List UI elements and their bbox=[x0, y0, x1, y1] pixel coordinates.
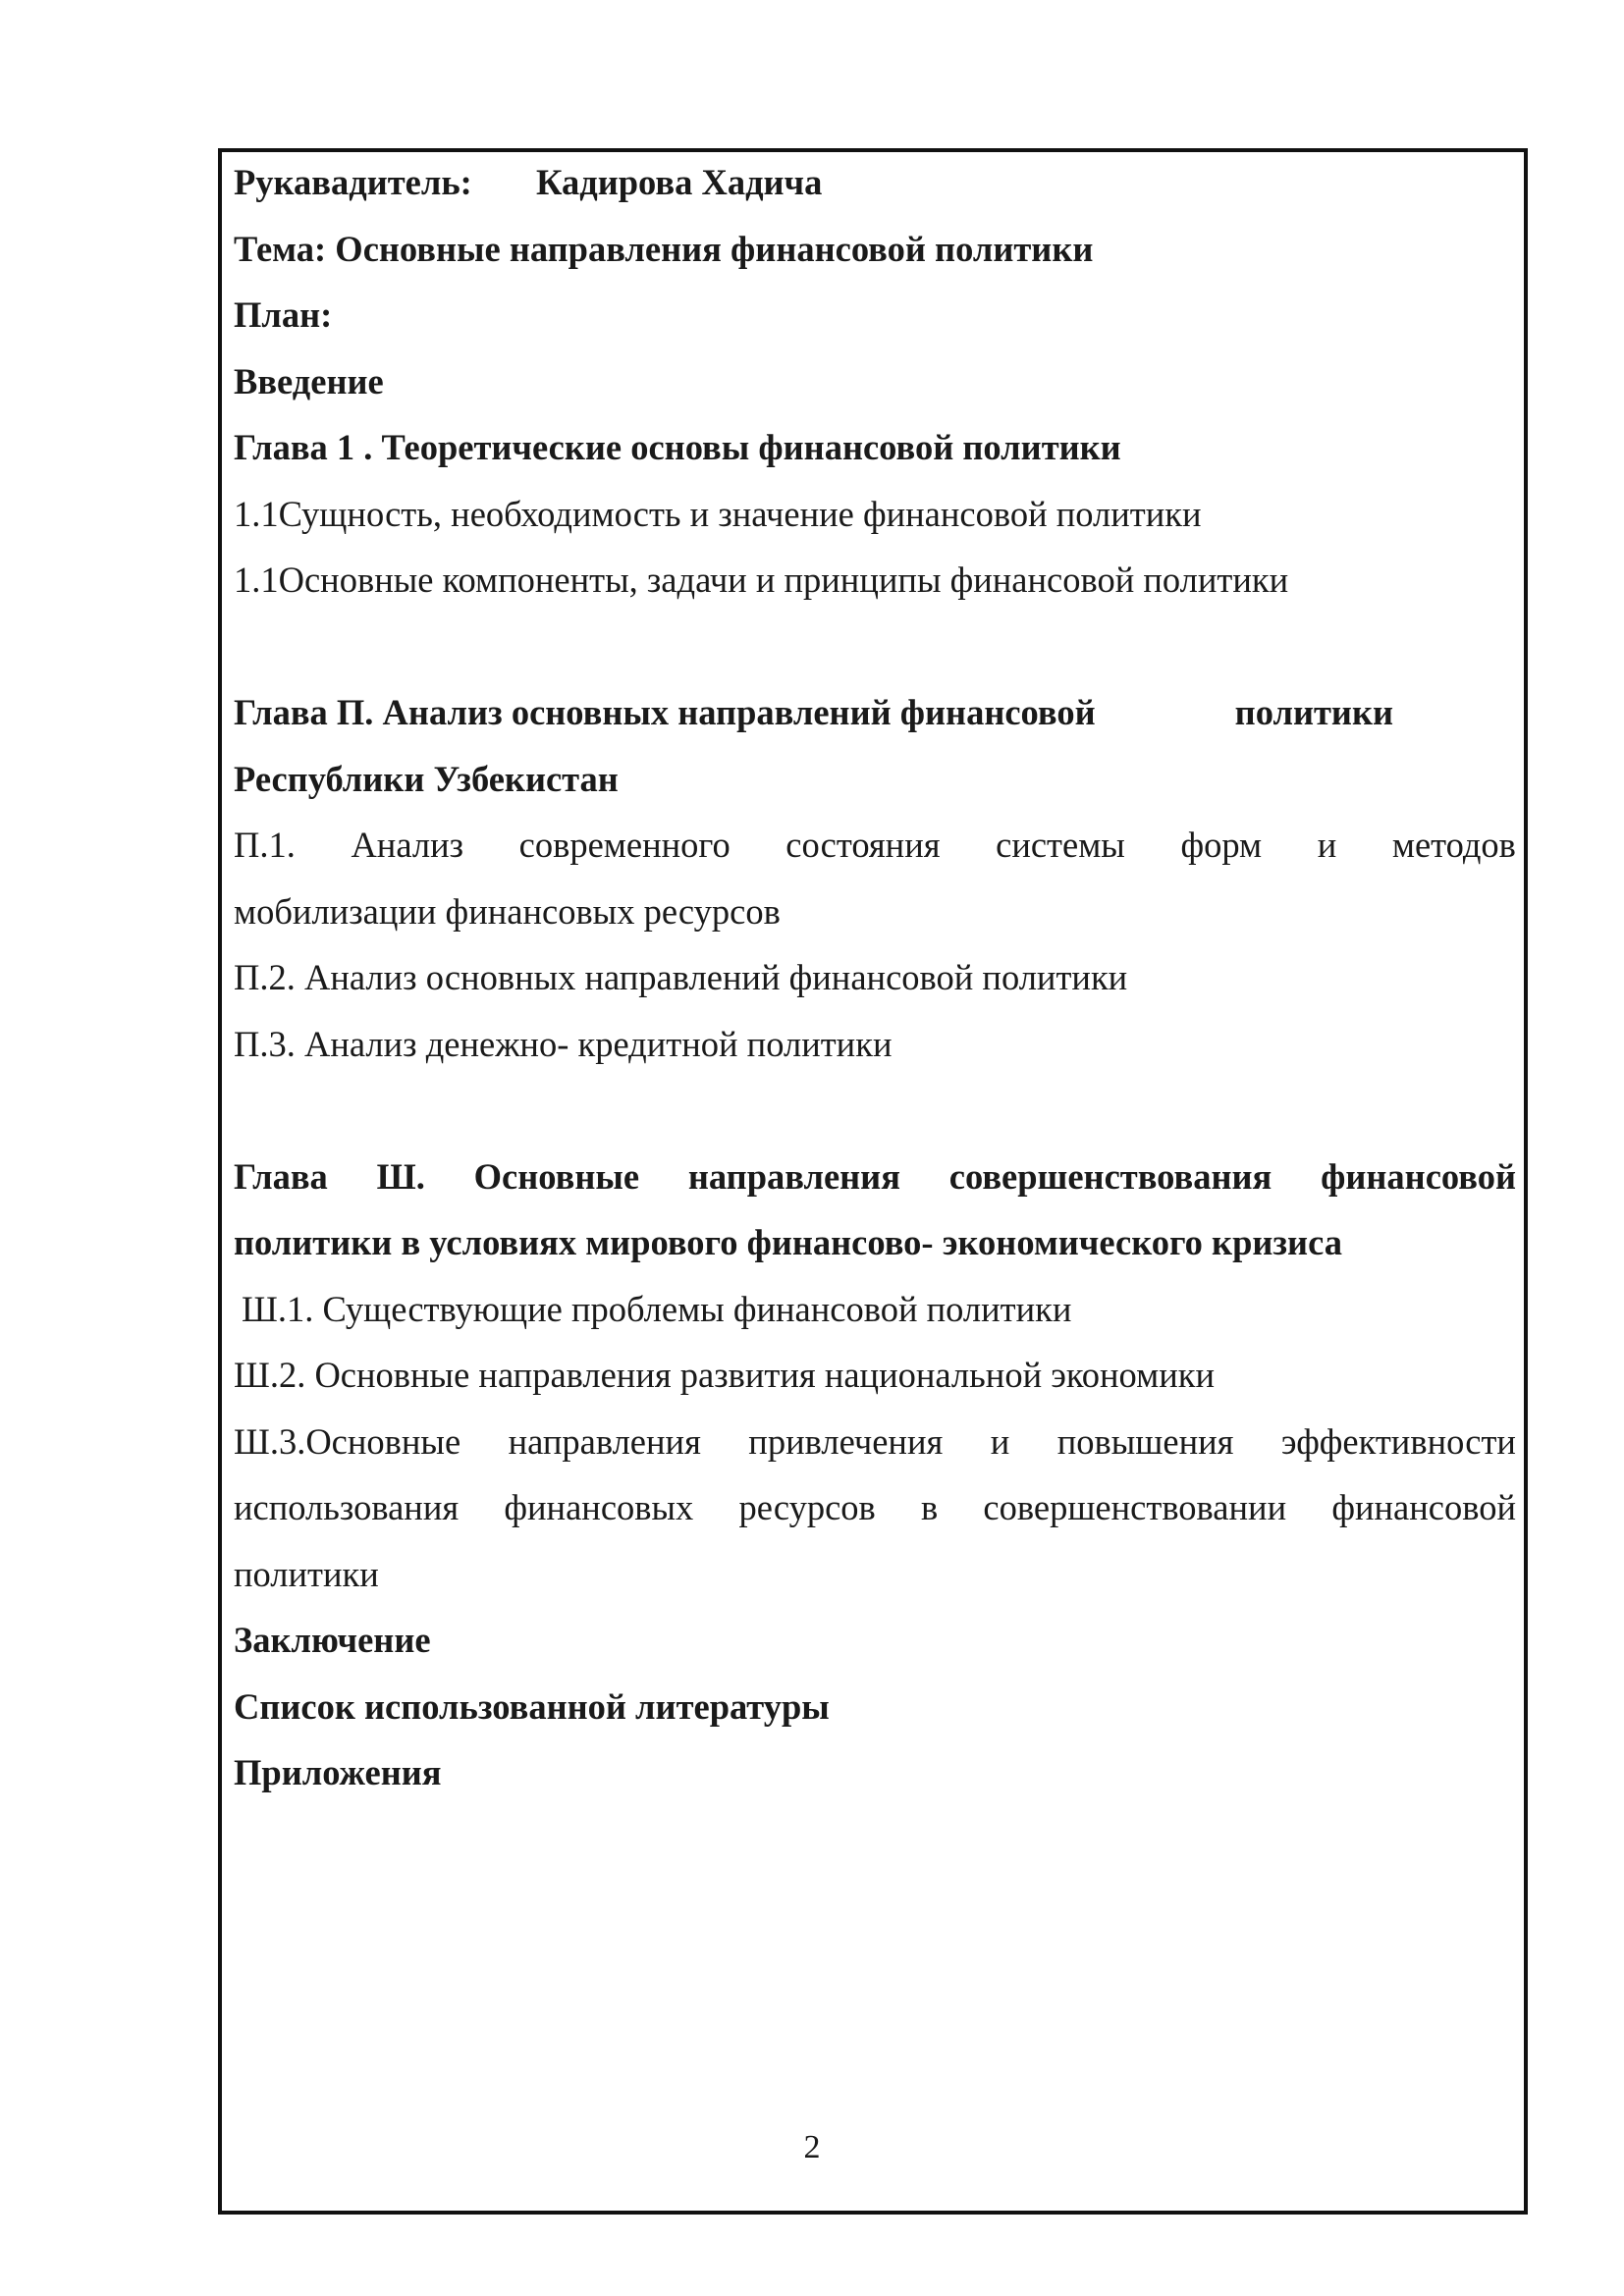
word: направления bbox=[687, 1155, 900, 1197]
chapter2-title-part1: Глава П. Анализ основных направлений финансовой bbox=[234, 692, 1096, 732]
word: Основные bbox=[473, 1155, 640, 1197]
chapter3-title-line1 bbox=[234, 1144, 1516, 1210]
chapter1-item-1: 1.1Сущность, необходимость и значение финансовой политики bbox=[234, 493, 1202, 534]
intro-heading: Введение bbox=[234, 360, 384, 401]
chapter1-title: Глава 1 . Теоретические основы финансовой политики bbox=[234, 427, 1121, 467]
chapter2-title-line2: Республики Узбекистан bbox=[234, 758, 619, 799]
word: совершенствовании bbox=[983, 1487, 1287, 1527]
word: современного bbox=[518, 825, 731, 865]
references-heading: Список использованной литературы bbox=[234, 1685, 830, 1727]
chapter3-item3-line3: политики bbox=[234, 1553, 379, 1594]
chapter3-item-2: Ш.2. Основные направления развития национальной экономики bbox=[234, 1355, 1216, 1395]
word: Ш.3.Основные bbox=[234, 1420, 461, 1462]
chapter3-item3-line2 bbox=[234, 1474, 1516, 1541]
word: Анализ bbox=[351, 825, 464, 865]
plan-content bbox=[234, 149, 1516, 1806]
word: эффективности bbox=[1280, 1420, 1516, 1462]
word: ресурсов bbox=[738, 1487, 876, 1527]
word: системы bbox=[996, 825, 1125, 865]
chapter2-item1-line2: мобилизации финансовых ресурсов bbox=[234, 890, 781, 932]
conclusion-heading: Заключение bbox=[234, 1620, 431, 1660]
blank-line bbox=[234, 614, 1516, 680]
word: состояния bbox=[785, 825, 941, 865]
chapter2-item-2: П.2. Анализ основных направлений финансовой политики bbox=[234, 957, 1128, 997]
word: Глава bbox=[234, 1155, 328, 1197]
topic-line: Тема: Основные направления финансовой политики bbox=[234, 228, 1094, 269]
chapter2-title-line1 bbox=[234, 679, 1393, 746]
word: направления bbox=[508, 1420, 701, 1462]
plan-label: План: bbox=[234, 294, 333, 335]
chapter3-title-line2: политики в условиях мирового финансово- экономического кризиса bbox=[234, 1222, 1342, 1262]
word: финансовых bbox=[504, 1487, 694, 1527]
word: в bbox=[920, 1487, 939, 1527]
word: финансовой bbox=[1321, 1155, 1516, 1197]
blank-line bbox=[234, 1077, 1516, 1144]
chapter2-item1-line1 bbox=[234, 812, 1516, 879]
appendices-heading: Приложения bbox=[234, 1752, 442, 1792]
supervisor-label: Рукавадитель: bbox=[234, 162, 472, 202]
word: привлечения bbox=[748, 1420, 944, 1462]
word: методов bbox=[1391, 825, 1516, 865]
chapter2-title-part2: политики bbox=[1234, 692, 1393, 732]
word: и bbox=[1317, 825, 1337, 865]
chapter3-item-1: Ш.1. Существующие проблемы финансовой политики bbox=[242, 1288, 1072, 1329]
chapter2-item-3: П.3. Анализ денежно- кредитной политики bbox=[234, 1023, 893, 1064]
word: форм bbox=[1180, 825, 1263, 865]
chapter3-item3-line1 bbox=[234, 1409, 1516, 1475]
word: повышения bbox=[1056, 1420, 1234, 1462]
supervisor-line bbox=[234, 149, 1516, 216]
chapter1-item-2: 1.1Основные компоненты, задачи и принципы финансовой политики bbox=[234, 560, 1289, 600]
word: использования bbox=[234, 1487, 460, 1527]
word: совершенствования bbox=[948, 1155, 1272, 1197]
word: П.1. bbox=[234, 825, 296, 865]
word: финансовой bbox=[1331, 1487, 1516, 1527]
word: и bbox=[990, 1420, 1010, 1462]
word: Ш. bbox=[376, 1155, 425, 1197]
page-number: 2 bbox=[803, 2129, 821, 2165]
supervisor-name: Кадирова Хадича bbox=[536, 162, 823, 202]
